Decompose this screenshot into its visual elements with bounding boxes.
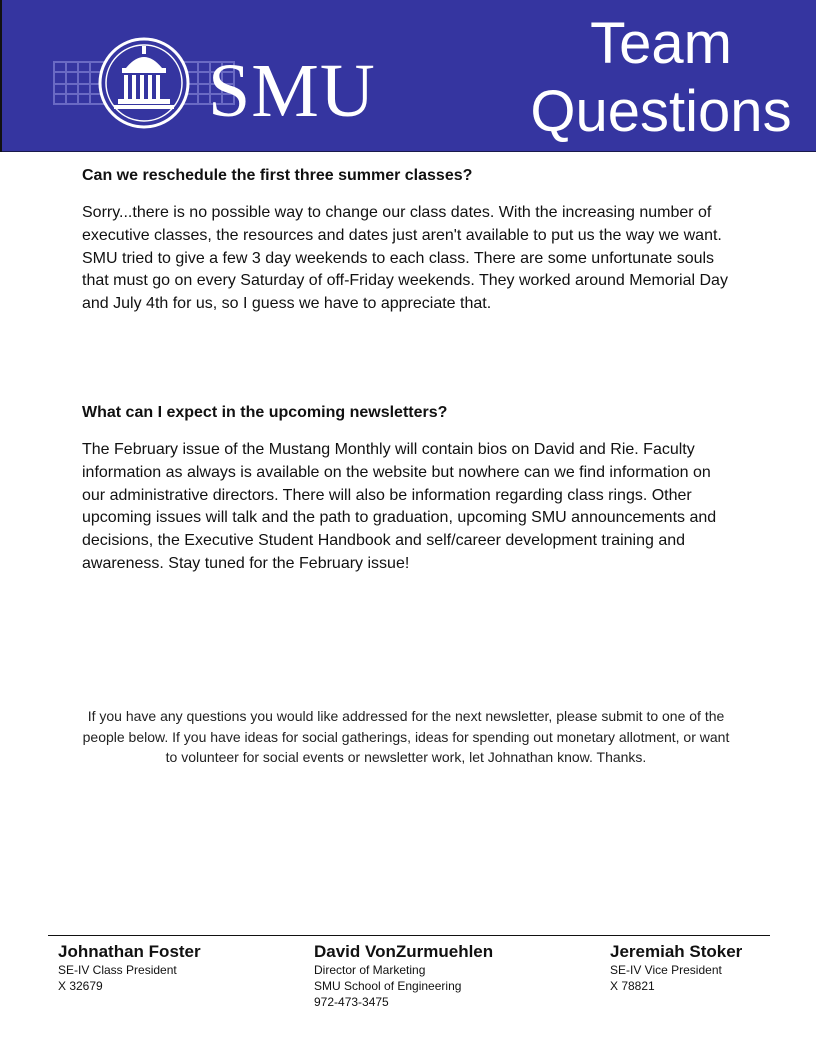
answer-text: The February issue of the Mustang Monthly will contain bios on David and Rie. Faculty information as always is available on the website but nowhere can we find information on our administrative directors. There will also be information regarding class rings. Other upcoming issues will talk and the path to graduation, upcoming SMU announcements and decisions, the Executive Student Handbook and self/career development training and awareness. Stay tuned for the February issue!: [82, 441, 717, 572]
contact-card: [314, 942, 493, 1010]
footer-divider: [48, 935, 770, 936]
logo-text: SMU: [208, 49, 376, 132]
smu-logo: [52, 36, 397, 132]
title-line-2: Questions: [530, 79, 792, 144]
title-line-1: Team: [590, 11, 732, 76]
contact-organization: SMU School of Engineering: [314, 979, 462, 993]
header-banner: [0, 0, 816, 152]
qa-section-1: [82, 166, 732, 316]
contact-role: Director of Marketing: [314, 963, 426, 977]
contact-role: SE-IV Vice President: [610, 963, 722, 977]
question-heading: Can we reschedule the first three summer classes?: [82, 167, 473, 184]
banner-left-edge: [0, 0, 2, 152]
contact-card: [610, 942, 742, 994]
page-title: [516, 10, 806, 146]
contact-role: SE-IV Class President: [58, 963, 177, 977]
answer-text: Sorry...there is no possible way to change our class dates. With the increasing number of executive classes, the resources and dates just aren't available to put us the way we want. SMU tried to give a few 3 day weekends to each class. There are some unfortunate souls that must go on every Saturday of off-Friday weekends. They worked around Memorial Day and July 4th for us, so I guess we have to appreciate that.: [82, 204, 728, 313]
contact-phone: 972-473-3475: [314, 995, 389, 1009]
contact-phone: X 78821: [610, 979, 655, 993]
qa-section-2: [82, 403, 732, 576]
contact-card: [58, 942, 201, 994]
question-heading: What can I expect in the upcoming newsletters?: [82, 404, 448, 421]
contact-name: Johnathan Foster: [58, 942, 201, 961]
contact-phone: X 32679: [58, 979, 103, 993]
contact-name: David VonZurmuehlen: [314, 942, 494, 961]
contact-name: Jeremiah Stoker: [610, 942, 743, 961]
closing-note: If you have any questions you would like addressed for the next newsletter, please submit to one of the people below. If you have ideas for social gatherings, ideas for spending out monetary allotment, or want to volunteer for social events or newsletter work, let Johnathan know. Thanks.: [82, 708, 730, 765]
